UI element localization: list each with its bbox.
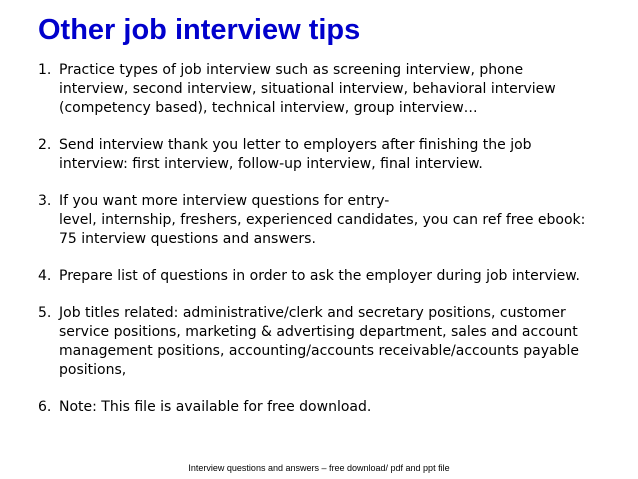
tip-text-line: Prepare list of questions in order to ask the employer during job interview. <box>59 268 580 284</box>
tip-number: 1. <box>38 62 52 78</box>
tip-text-line: level, internship, freshers, experienced candidates, you can ref free ebook: <box>59 212 586 228</box>
tip-text-line: service positions, marketing & advertising department, sales and account <box>59 324 578 340</box>
slide-footer: Interview questions and answers – free download/ pdf and ppt file <box>188 463 450 473</box>
tip-text-line: Job titles related: administrative/clerk and secretary positions, customer <box>59 305 566 321</box>
tip-item-5 <box>38 304 618 380</box>
tip-text <box>59 61 618 118</box>
tip-text-line: 75 interview questions and answers. <box>59 231 316 247</box>
tip-text-line: interview: first interview, follow-up interview, final interview. <box>59 156 483 172</box>
tips-list <box>38 61 618 435</box>
tip-number: 5. <box>38 305 52 321</box>
tip-text <box>59 192 618 249</box>
tip-item-1 <box>38 61 618 118</box>
tip-text-line: Practice types of job interview such as screening interview, phone <box>59 62 524 78</box>
tip-item-3 <box>38 192 618 249</box>
tip-text-line: interview, second interview, situational interview, behavioral interview <box>59 81 556 97</box>
tip-text <box>59 398 618 417</box>
tip-text-line: Send interview thank you letter to employers after finishing the job <box>59 137 532 153</box>
tip-number: 3. <box>38 193 52 209</box>
tip-text-line: Note: This file is available for free download. <box>59 399 372 415</box>
tip-item-4 <box>38 267 618 286</box>
tip-text-line: management positions, accounting/accounts receivable/accounts payable <box>59 343 580 359</box>
tip-item-6 <box>38 398 618 417</box>
tip-number: 6. <box>38 399 52 415</box>
tip-item-2 <box>38 136 618 174</box>
tip-text <box>59 267 618 286</box>
tip-text <box>59 304 618 380</box>
tip-text-line: If you want more interview questions for entry- <box>59 193 390 209</box>
tip-text-line: positions, <box>59 362 127 378</box>
tip-number: 4. <box>38 268 52 284</box>
tip-text-line: (competency based), technical interview, group interview… <box>59 100 478 116</box>
tip-text <box>59 136 618 174</box>
slide-title: Other job interview tips <box>38 14 361 46</box>
tip-number: 2. <box>38 137 52 153</box>
